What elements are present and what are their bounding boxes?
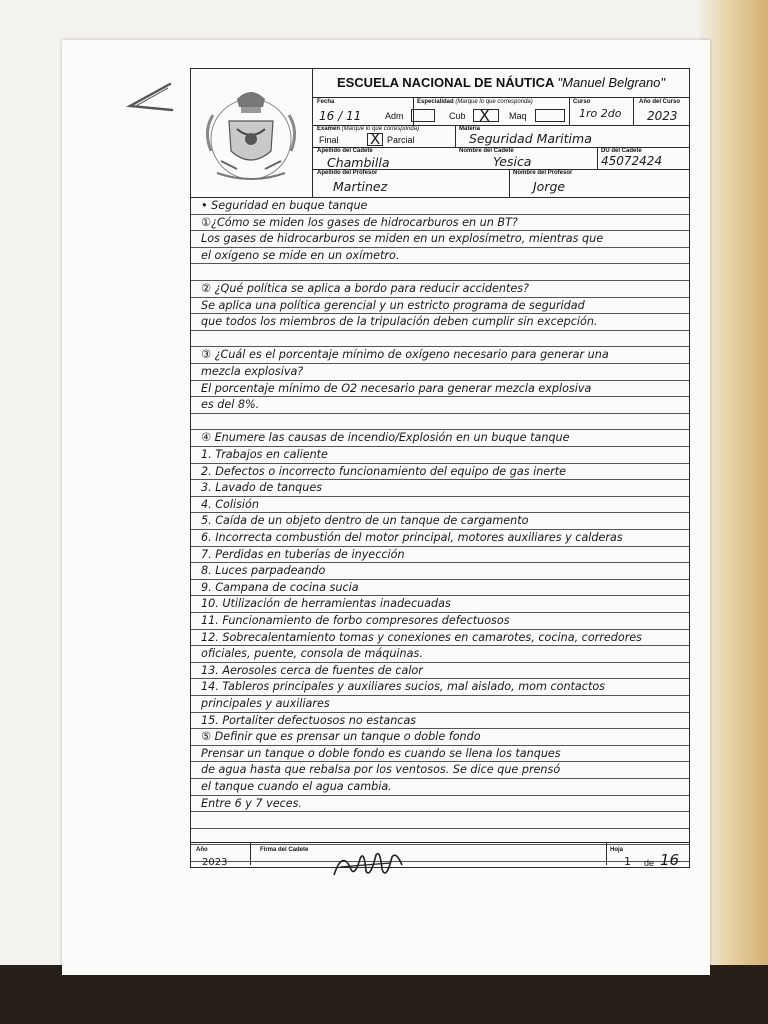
ruled-line: [191, 396, 689, 397]
answer-line: 10. Utilización de herramientas inadecuadas: [201, 597, 451, 611]
ruled-line: [191, 562, 689, 563]
ruled-line: [191, 695, 689, 696]
ruled-line: [191, 678, 689, 679]
answer-line: ⑤ Definir que es prensar un tanque o doble fondo: [201, 730, 481, 744]
ruled-line: [191, 662, 689, 663]
ruled-line: [191, 778, 689, 779]
firma-label: Firma del Cadete: [260, 847, 309, 853]
examen-label: Examen (Marque lo que corresponda): [317, 126, 420, 132]
ruled-line: [191, 479, 689, 480]
ruled-line: [191, 546, 689, 547]
ruled-line: [191, 346, 689, 347]
especialidad-label: Especialidad (Marque lo que corresponda): [417, 99, 533, 105]
apellido-profesor-label: Apellido del Profesor: [317, 170, 378, 176]
materia-value: Seguridad Maritima: [469, 131, 592, 146]
answer-line: • Seguridad en buque tanque: [201, 199, 368, 212]
curso-label: Curso: [573, 99, 591, 105]
ruled-line: [191, 446, 689, 447]
answer-line: que todos los miembros de la tripulación deben cumplir sin excepción.: [201, 315, 598, 329]
hoja-value: 1: [624, 855, 631, 868]
ruled-line: [191, 795, 689, 796]
checkbox-cub[interactable]: [473, 106, 499, 125]
du-value: 45072424: [601, 154, 663, 168]
answer-line: 7. Perdidas en tuberías de inyección: [201, 547, 405, 561]
answer-line: Entre 6 y 7 veces.: [201, 796, 303, 810]
ruled-line: [191, 413, 689, 414]
ruled-line: [191, 380, 689, 381]
apellido-cadete-value: Chambilla: [327, 155, 390, 170]
answer-line: ①¿Cómo se miden los gases de hidrocarburos en un BT?: [201, 215, 518, 229]
ruled-line: [191, 828, 689, 829]
corner-check-mark: [122, 80, 182, 120]
anio-curso-label: Año del Curso: [639, 99, 681, 105]
ruled-line: [191, 330, 689, 331]
answer-line: Se aplica una política gerencial y un estricto programa de seguridad: [201, 298, 585, 312]
fecha-label: Fecha: [317, 99, 335, 105]
curso-value: 1ro 2do: [579, 107, 622, 120]
answer-line: 15. Portaliter defectuosos no estancas: [201, 713, 417, 727]
ruled-line: [191, 313, 689, 314]
ruled-line: [191, 629, 689, 630]
footer-anio-label: Año: [196, 847, 208, 853]
answer-line: 2. Defectos o incorrecto funcionamiento del equipo de gas inerte: [201, 464, 567, 478]
form-footer: [190, 842, 690, 877]
checkbox-final[interactable]: [367, 130, 383, 148]
nombre-cadete-value: Yesica: [493, 154, 532, 169]
ruled-line: [191, 297, 689, 298]
apellido-profesor-value: Martinez: [333, 179, 388, 194]
checkbox-adm[interactable]: [411, 109, 435, 122]
ruled-line: [191, 612, 689, 613]
header-grid: [312, 69, 689, 197]
answer-line: 11. Funcionamiento de forbo compresores defectuosos: [201, 614, 510, 627]
answer-line: 8. Luces parpadeando: [201, 564, 326, 578]
answer-line: 13. Aerosoles cerca de fuentes de calor: [201, 663, 423, 677]
ruled-line: [191, 463, 689, 464]
answer-line: 1. Trabajos en caliente: [201, 448, 328, 461]
ruled-line: [191, 745, 689, 746]
ruled-line: [191, 214, 689, 215]
footer-anio-value: 2023: [202, 857, 228, 868]
ruled-line: [191, 496, 689, 497]
ruled-line: [191, 811, 689, 812]
answer-line: Los gases de hidrocarburos se miden en un explosímetro, mientras que: [201, 232, 604, 246]
exam-form: [190, 68, 690, 868]
school-crest-icon: [197, 81, 305, 189]
ruled-line: [191, 529, 689, 530]
answer-line: ③ ¿Cuál es el porcentaje mínimo de oxígeno necesario para generar una: [201, 348, 609, 362]
answer-line: es del 8%.: [201, 398, 260, 412]
answer-line: oficiales, puente, consola de máquinas.: [201, 647, 423, 661]
answer-line: ④ Enumere las causas de incendio/Explosión en un buque tanque: [201, 431, 570, 445]
ruled-line: [191, 247, 689, 248]
school-name: ESCUELA NACIONAL DE NÁUTICA "Manuel Belgrano": [313, 69, 689, 98]
nombre-cadete-label: Nombre del Cadete: [459, 148, 514, 154]
ruled-line: [191, 280, 689, 281]
cadet-signature: [330, 845, 410, 885]
fecha-value: 16 / 11: [319, 109, 362, 123]
materia-label: Materia: [459, 126, 481, 132]
total-pages-value: 16: [660, 851, 680, 869]
ruled-line: [191, 712, 689, 713]
ruled-line: [191, 263, 689, 264]
answer-line: principales y auxiliares: [201, 697, 330, 710]
nombre-profesor-label: Nombre del Profesor: [513, 170, 573, 176]
ruled-line: [191, 645, 689, 646]
ruled-line: [191, 579, 689, 580]
anio-curso-value: 2023: [647, 109, 678, 123]
ruled-line: [191, 230, 689, 231]
option-maq: Maq: [509, 111, 527, 121]
background-wood: [700, 0, 768, 1024]
answer-line: 12. Sobrecalentamiento tomas y conexiones en camarotes, cocina, corredores: [201, 630, 643, 644]
apellido-cadete-label: Apellido del Cadete: [317, 148, 373, 154]
answer-line: 4. Colisión: [201, 497, 259, 511]
form-header: [191, 69, 689, 198]
answer-line: Prensar un tanque o doble fondo es cuando se llena los tanques: [201, 746, 561, 760]
answer-line: 6. Incorrecta combustión del motor principal, motores auxiliares y calderas: [201, 531, 623, 544]
checkbox-cub-mark: X: [479, 106, 490, 125]
answer-line: ② ¿Qué política se aplica a bordo para reducir accidentes?: [201, 282, 529, 295]
answer-line: el oxígeno se mide en un oxímetro.: [201, 248, 400, 262]
option-final: Final: [319, 135, 339, 145]
answer-line: el tanque cuando el agua cambia.: [201, 780, 392, 793]
answer-line: 9. Campana de cocina sucia: [201, 580, 359, 594]
answer-line: 14. Tableros principales y auxiliares sucios, mal aislado, mom contactos: [201, 680, 605, 694]
ruled-line: [191, 429, 689, 430]
option-cub: Cub: [449, 111, 466, 121]
answer-line: de agua hasta que rebalsa por los ventosos. Se dice que prensó: [201, 763, 561, 777]
ruled-line: [191, 595, 689, 596]
answer-line: 5. Caída de un objeto dentro de un tanque de cargamento: [201, 514, 529, 528]
de-label: de: [644, 858, 655, 868]
option-adm: Adm: [385, 111, 404, 121]
ruled-line: [191, 363, 689, 364]
option-parcial: Parcial: [387, 135, 415, 145]
ruled-line: [191, 728, 689, 729]
checkbox-maq[interactable]: [535, 109, 565, 122]
hoja-label: Hoja: [610, 847, 624, 853]
nombre-profesor-value: Jorge: [533, 179, 566, 194]
answer-line: 3. Lavado de tanques: [201, 481, 323, 495]
du-label: DU del Cadete: [601, 148, 642, 154]
ruled-line: [191, 761, 689, 762]
answer-line: El porcentaje mínimo de O2 necesario para generar mezcla explosiva: [201, 381, 592, 395]
ruled-line: [191, 512, 689, 513]
answer-line: mezcla explosiva?: [201, 365, 304, 378]
checkbox-final-mark: X: [370, 130, 381, 148]
